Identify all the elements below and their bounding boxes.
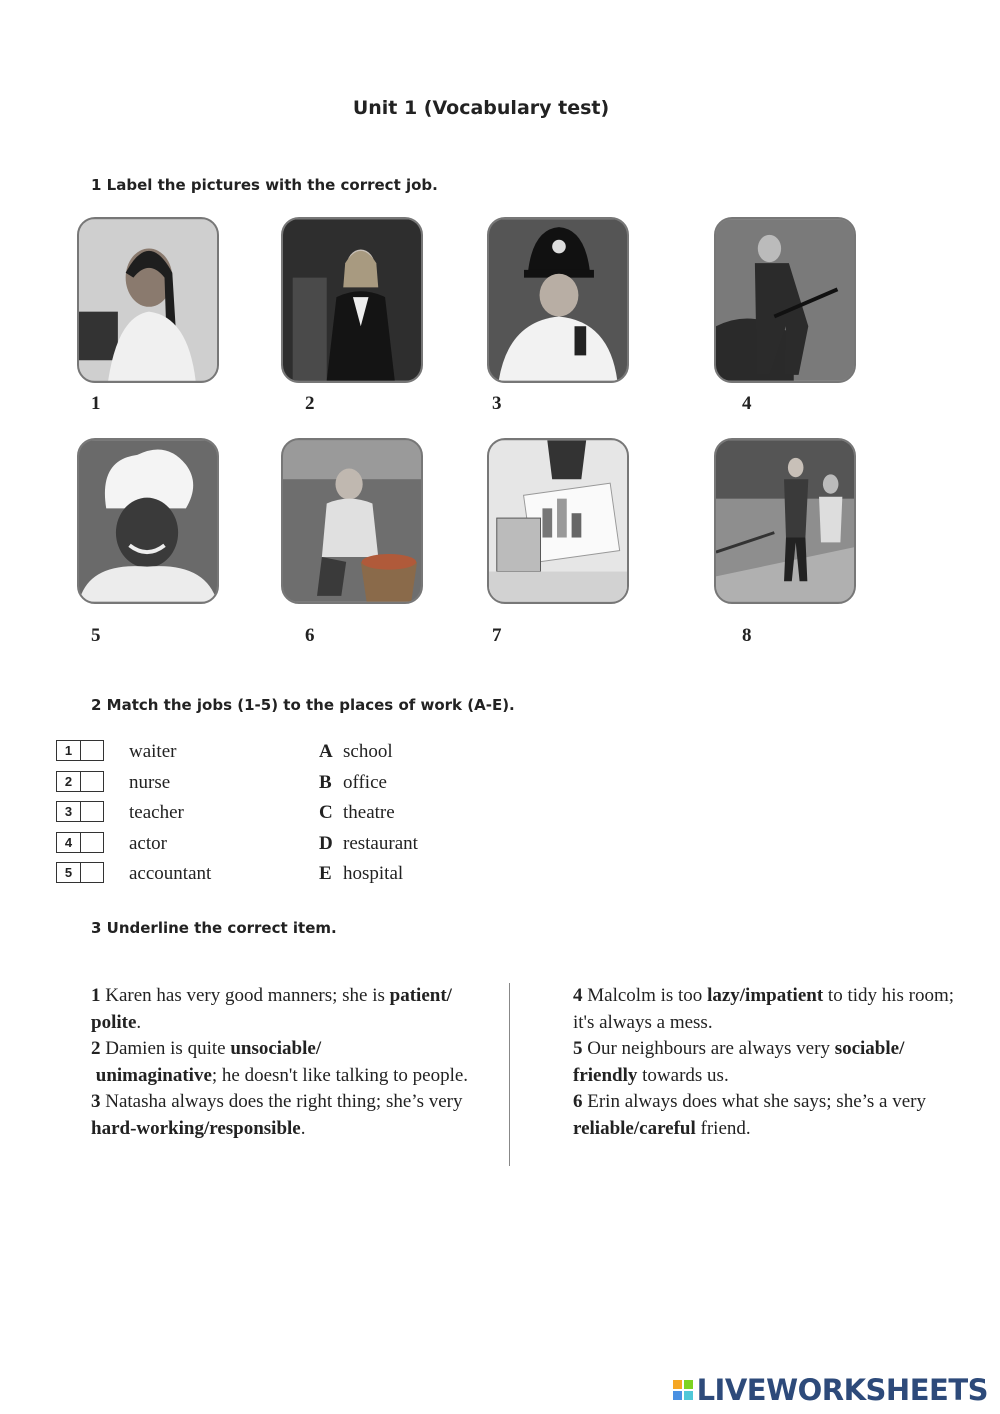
- farmer-photo: [281, 438, 423, 604]
- option-word[interactable]: unimaginative: [95, 1064, 212, 1086]
- match-answer-input[interactable]: [81, 863, 103, 882]
- place-item: [319, 802, 395, 824]
- sentences-right-column: [573, 983, 958, 1143]
- option-word[interactable]: sociable/: [834, 1038, 905, 1060]
- sentence-number: 1: [91, 985, 101, 1006]
- place-letter: E: [319, 863, 332, 884]
- sentence-number: 5: [573, 1038, 583, 1060]
- sentence-text: .: [300, 1117, 306, 1139]
- option-word[interactable]: hard-working/responsible: [91, 1117, 301, 1139]
- sentence-number: 3: [91, 1091, 101, 1113]
- sentence-text: to tidy his room; it's always a mess.: [573, 985, 955, 1033]
- sentence-number: 4: [573, 985, 583, 1006]
- section1-heading: 1 Label the pictures with the correct job.: [91, 176, 438, 194]
- job-label: waiter: [129, 741, 177, 762]
- place-label: restaurant: [343, 833, 418, 854]
- job-label: accountant: [129, 863, 212, 884]
- section3-heading: 3 Underline the correct item.: [91, 919, 337, 937]
- match-answer-box-1[interactable]: [56, 740, 104, 761]
- sentence-number: 2: [91, 1038, 101, 1060]
- section2-heading: 2 Match the jobs (1-5) to the places of work (A-E).: [91, 696, 515, 714]
- sentence-text: .: [136, 1011, 142, 1033]
- place-item: [319, 741, 393, 763]
- sentence-text: Karen has very good manners; she is: [100, 985, 390, 1006]
- brand-name: LIVEWORKSHEETS: [696, 1373, 988, 1407]
- option-word[interactable]: lazy/impatient: [707, 985, 824, 1006]
- match-answer-input[interactable]: [81, 772, 103, 791]
- chef-photo: [77, 438, 219, 604]
- match-answer-input[interactable]: [81, 802, 103, 821]
- police-officer-photo: [487, 217, 629, 383]
- place-label: theatre: [343, 802, 395, 823]
- place-label: hospital: [343, 863, 404, 884]
- place-item: [319, 772, 387, 794]
- sentence-6: [573, 1089, 958, 1142]
- sentence-4: [573, 983, 958, 1036]
- gardener-photo: [714, 217, 856, 383]
- sentence-text: Damien is quite: [100, 1038, 231, 1060]
- accountant-photo: [487, 438, 629, 604]
- match-number: 2: [57, 772, 81, 791]
- sentences-left-column: [91, 983, 491, 1143]
- place-item: [319, 863, 403, 885]
- option-word[interactable]: patient/: [389, 985, 452, 1006]
- picture-number-6: 6: [305, 625, 315, 646]
- picture-number-8: 8: [742, 625, 752, 646]
- match-answer-box-2[interactable]: [56, 771, 104, 792]
- picture-number-2: 2: [305, 393, 315, 414]
- sentence-5: [573, 1036, 958, 1089]
- match-number: 5: [57, 863, 81, 882]
- sentence-2: [91, 1036, 491, 1089]
- place-letter: C: [319, 802, 333, 823]
- place-letter: A: [319, 741, 333, 762]
- match-answer-box-4[interactable]: [56, 832, 104, 853]
- sentence-text: Natasha always does the right thing; she’s very: [100, 1091, 463, 1113]
- logo-grid-icon: [673, 1380, 693, 1400]
- picture-number-5: 5: [91, 625, 101, 646]
- sentence-number: 6: [573, 1091, 583, 1113]
- match-number: 4: [57, 833, 81, 852]
- sentence-text: Our neighbours are always very: [582, 1038, 835, 1060]
- job-label: teacher: [129, 802, 184, 823]
- sentence-text: Erin always does what she says; she’s a very: [582, 1091, 927, 1113]
- option-word[interactable]: polite: [91, 1011, 137, 1033]
- job-label: nurse: [129, 772, 171, 793]
- place-label: office: [343, 772, 387, 793]
- place-letter: B: [319, 772, 332, 793]
- lawyer-photo: [281, 217, 423, 383]
- picture-number-1: 1: [91, 393, 101, 414]
- job-label: actor: [129, 833, 167, 854]
- column-divider: [509, 983, 510, 1166]
- match-number: 1: [57, 741, 81, 760]
- office-worker-photo: [77, 217, 219, 383]
- picture-number-3: 3: [492, 393, 502, 414]
- sentence-text: friend.: [695, 1117, 751, 1139]
- place-letter: D: [319, 833, 333, 854]
- sentence-text: towards us.: [637, 1064, 729, 1086]
- sentence-text: Malcolm is too: [582, 985, 708, 1006]
- option-word[interactable]: friendly: [573, 1064, 638, 1086]
- option-word[interactable]: reliable/careful: [573, 1117, 696, 1139]
- sentence-1: [91, 983, 491, 1036]
- match-answer-input[interactable]: [81, 741, 103, 760]
- sentence-3: [91, 1089, 491, 1142]
- match-answer-box-3[interactable]: [56, 801, 104, 822]
- picture-number-7: 7: [492, 625, 502, 646]
- picture-number-4: 4: [742, 393, 752, 414]
- page-title: Unit 1 (Vocabulary test): [352, 97, 610, 119]
- match-answer-input[interactable]: [81, 833, 103, 852]
- sentence-text: ; he doesn't like talking to people.: [211, 1064, 469, 1086]
- match-number: 3: [57, 802, 81, 821]
- match-answer-box-5[interactable]: [56, 862, 104, 883]
- option-word[interactable]: unsociable/: [230, 1038, 322, 1060]
- place-item: [319, 833, 418, 855]
- tour-guide-photo: [714, 438, 856, 604]
- place-label: school: [343, 741, 393, 762]
- liveworksheets-logo[interactable]: [673, 1372, 988, 1408]
